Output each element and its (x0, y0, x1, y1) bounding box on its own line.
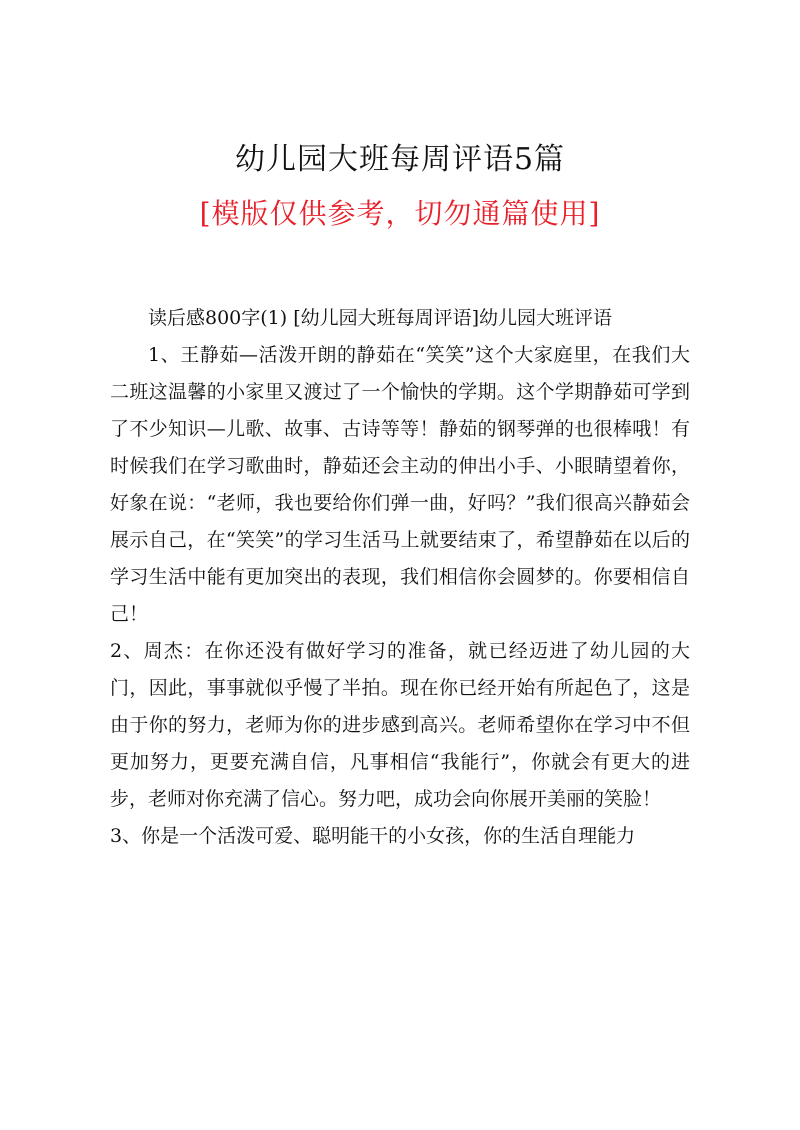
document-subtitle: 读后感800字(1) [幼儿园大班每周评语]幼儿园大班评语 (148, 307, 613, 329)
paragraph-2: 2、周杰：在你还没有做好学习的准备，就已经迈进了幼儿园的大门，因此，事事就似乎慢了半拍。现在你已经开始有所起色了，这是由于你的努力，老师为你的进步感到高兴。老师希望你在学习中不但更加努力，更要充满自信，凡事相信“我能行”，你就会有更大的进步，老师对你充满了信心。努力吧，成功会向你展开美丽的笑脸！ (110, 640, 690, 810)
document-title: 幼儿园大班每周评语5篇 (234, 142, 566, 177)
paragraph-3: 3、你是一个活泼可爱、聪明能干的小女孩，你的生活自理能力 (110, 825, 636, 847)
paragraph-1: 1、王静茹—活泼开朗的静茹在“笑笑”这个大家庭里，在我们大二班这温馨的小家里又渡过了一个愉快的学期。这个学期静茹可学到了不少知识—儿歌、故事、古诗等等！静茹的钢琴弹的也很棒哦！有时候我们在学习歌曲时，静茹还会主动的伸出小手、小眼睛望着你，好象在说：“老师，我也要给你们弹一曲，好吗？”我们很高兴静茹会展示自己，在“笑笑”的学习生活马上就要结束了，希望静茹在以后的学习生活中能有更加突出的表现，我们相信你会圆梦的。你要相信自己！ (110, 344, 690, 625)
document-body (110, 300, 690, 855)
template-notice: [模版仅供参考，切勿通篇使用] (199, 197, 601, 230)
